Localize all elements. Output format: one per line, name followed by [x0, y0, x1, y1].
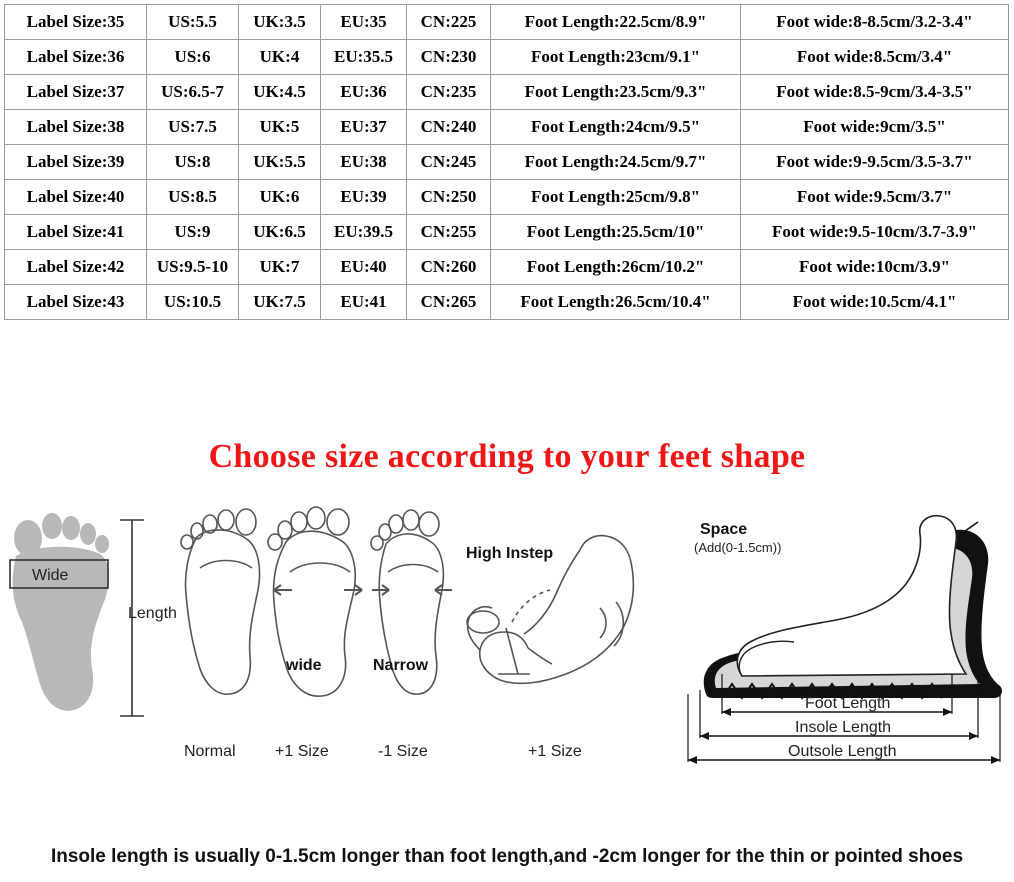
table-row [5, 75, 1009, 110]
page-title: Choose size according to your feet shape [208, 438, 806, 475]
space-label: Space [700, 521, 748, 538]
annotation-wide: wide [286, 657, 322, 674]
cell-foot-wide: Foot wide:9.5cm/3.7" [741, 180, 1009, 215]
cell-us: US:6 [147, 40, 239, 75]
cell-us: US:8.5 [147, 180, 239, 215]
table-row [5, 40, 1009, 75]
cell-uk: UK:7 [239, 250, 321, 285]
cell-uk: UK:4 [239, 40, 321, 75]
cell-foot-wide: Foot wide:9.5-10cm/3.7-3.9" [741, 215, 1009, 250]
cell-foot-wide: Foot wide:10cm/3.9" [741, 250, 1009, 285]
cell-us: US:7.5 [147, 110, 239, 145]
foot-length-label: Foot Length [805, 695, 891, 712]
cell-cn: CN:255 [407, 215, 491, 250]
caption-wide: +1 Size [275, 743, 329, 760]
table-row [5, 215, 1009, 250]
table-row [5, 250, 1009, 285]
cell-label: Label Size:39 [5, 145, 147, 180]
size-table-container [0, 0, 1014, 320]
cell-foot-length: Foot Length:23cm/9.1" [491, 40, 741, 75]
cell-us: US:9 [147, 215, 239, 250]
cell-foot-length: Foot Length:26cm/10.2" [491, 250, 741, 285]
table-row [5, 110, 1009, 145]
cell-eu: EU:36 [321, 75, 407, 110]
cell-us: US:6.5-7 [147, 75, 239, 110]
cell-cn: CN:230 [407, 40, 491, 75]
cell-cn: CN:250 [407, 180, 491, 215]
annotation-narrow: Narrow [373, 657, 429, 674]
cell-cn: CN:240 [407, 110, 491, 145]
cell-foot-length: Foot Length:24cm/9.5" [491, 110, 741, 145]
table-row [5, 145, 1009, 180]
cell-label: Label Size:42 [5, 250, 147, 285]
cell-eu: EU:35 [321, 5, 407, 40]
insole-length-label: Insole Length [795, 719, 892, 736]
cell-cn: CN:260 [407, 250, 491, 285]
cell-eu: EU:35.5 [321, 40, 407, 75]
cell-eu: EU:39.5 [321, 215, 407, 250]
cell-uk: UK:6 [239, 180, 321, 215]
cell-uk: UK:5.5 [239, 145, 321, 180]
space-sublabel: (Add(0-1.5cm)) [694, 540, 782, 555]
cell-cn: CN:225 [407, 5, 491, 40]
length-label: Length [128, 605, 177, 622]
outsole-length-label: Outsole Length [788, 743, 897, 760]
wide-label: Wide [32, 567, 69, 584]
cell-eu: EU:41 [321, 285, 407, 320]
cell-eu: EU:37 [321, 110, 407, 145]
cell-label: Label Size:41 [5, 215, 147, 250]
cell-us: US:5.5 [147, 5, 239, 40]
size-chart-table [4, 4, 1009, 320]
cell-foot-length: Foot Length:22.5cm/8.9" [491, 5, 741, 40]
cell-uk: UK:4.5 [239, 75, 321, 110]
table-row [5, 180, 1009, 215]
caption-high-instep: +1 Size [528, 743, 582, 760]
cell-cn: CN:235 [407, 75, 491, 110]
cell-uk: UK:3.5 [239, 5, 321, 40]
cell-foot-length: Foot Length:24.5cm/9.7" [491, 145, 741, 180]
cell-us: US:8 [147, 145, 239, 180]
shoe-cross-section [688, 516, 1002, 764]
cell-us: US:9.5-10 [147, 250, 239, 285]
annotation-high-instep: High Instep [466, 545, 554, 562]
caption-normal: Normal [184, 743, 236, 760]
cell-foot-length: Foot Length:26.5cm/10.4" [491, 285, 741, 320]
cell-label: Label Size:37 [5, 75, 147, 110]
cell-foot-length: Foot Length:25.5cm/10" [491, 215, 741, 250]
cell-uk: UK:7.5 [239, 285, 321, 320]
cell-foot-wide: Foot wide:8.5cm/3.4" [741, 40, 1009, 75]
cell-foot-wide: Foot wide:9-9.5cm/3.5-3.7" [741, 145, 1009, 180]
measure-foot-illustration [10, 513, 177, 716]
cell-foot-wide: Foot wide:8.5-9cm/3.4-3.5" [741, 75, 1009, 110]
cell-foot-length: Foot Length:23.5cm/9.3" [491, 75, 741, 110]
cell-foot-wide: Foot wide:9cm/3.5" [741, 110, 1009, 145]
cell-foot-length: Foot Length:25cm/9.8" [491, 180, 741, 215]
footer-note: Insole length is usually 0-1.5cm longer than foot length,and -2cm longer for the thin or pointed shoes [50, 846, 964, 867]
cell-cn: CN:265 [407, 285, 491, 320]
cell-us: US:10.5 [147, 285, 239, 320]
cell-label: Label Size:35 [5, 5, 147, 40]
foot-shape-diagram [0, 498, 1014, 828]
cell-foot-wide: Foot wide:10.5cm/4.1" [741, 285, 1009, 320]
caption-narrow: -1 Size [378, 743, 428, 760]
cell-eu: EU:38 [321, 145, 407, 180]
table-row [5, 5, 1009, 40]
cell-label: Label Size:40 [5, 180, 147, 215]
cell-label: Label Size:43 [5, 285, 147, 320]
cell-label: Label Size:38 [5, 110, 147, 145]
cell-eu: EU:39 [321, 180, 407, 215]
cell-uk: UK:6.5 [239, 215, 321, 250]
cell-foot-wide: Foot wide:8-8.5cm/3.2-3.4" [741, 5, 1009, 40]
foot-shape-normal [181, 509, 260, 694]
table-row [5, 285, 1009, 320]
cell-label: Label Size:36 [5, 40, 147, 75]
cell-cn: CN:245 [407, 145, 491, 180]
cell-eu: EU:40 [321, 250, 407, 285]
cell-uk: UK:5 [239, 110, 321, 145]
